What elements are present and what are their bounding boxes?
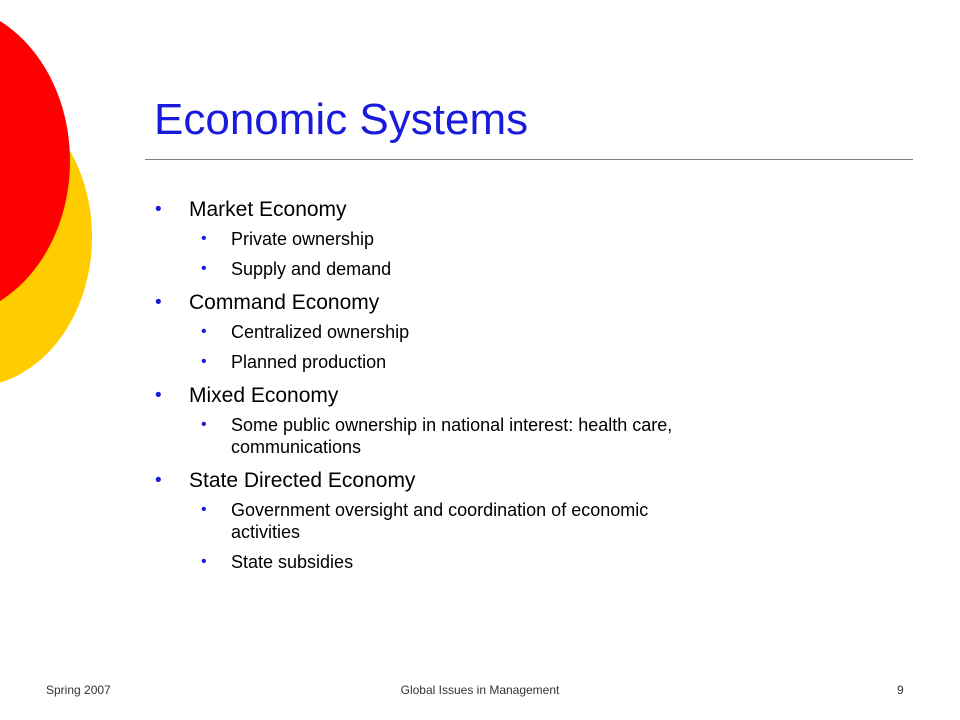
bullet-dot-icon: • bbox=[155, 470, 162, 491]
bullet-dot-icon: • bbox=[201, 260, 207, 277]
bullet-command-economy bbox=[155, 290, 875, 316]
sub-bullet bbox=[201, 351, 875, 373]
sub-bullet-list bbox=[155, 321, 875, 373]
bullet-dot-icon: • bbox=[201, 553, 207, 570]
bullet-state-directed-economy bbox=[155, 468, 875, 494]
sub-bullet-text: Government oversight and coordination of economic activities bbox=[231, 500, 649, 542]
sub-bullet-text: Supply and demand bbox=[231, 259, 392, 279]
bullet-mixed-economy bbox=[155, 383, 875, 409]
bullet-dot-icon: • bbox=[201, 323, 207, 340]
sub-bullet-text: Some public ownership in national interest: health care, communications bbox=[231, 415, 673, 457]
sub-bullet-list bbox=[155, 499, 875, 573]
sub-bullet bbox=[201, 321, 875, 343]
bullet-dot-icon: • bbox=[201, 501, 207, 518]
bullet-text: Command Economy bbox=[189, 291, 380, 314]
bullet-dot-icon: • bbox=[155, 385, 162, 406]
sub-bullet bbox=[201, 228, 875, 250]
sub-bullet-text: Private ownership bbox=[231, 229, 375, 249]
sub-bullet-list bbox=[155, 228, 875, 280]
bullet-market-economy bbox=[155, 197, 875, 223]
bullet-text: Market Economy bbox=[189, 198, 347, 221]
bullet-text: State Directed Economy bbox=[189, 469, 416, 492]
slide-title: Economic Systems bbox=[154, 95, 529, 144]
sub-bullet bbox=[201, 499, 691, 543]
bullet-text: Mixed Economy bbox=[189, 384, 339, 407]
sub-bullet-list bbox=[155, 414, 875, 458]
bullet-dot-icon: • bbox=[201, 416, 207, 433]
footer-date: Spring 2007 bbox=[46, 683, 111, 697]
footer-course-title: Global Issues in Management bbox=[400, 683, 560, 697]
sub-bullet bbox=[201, 551, 875, 573]
sub-bullet bbox=[201, 258, 875, 280]
title-divider bbox=[145, 159, 913, 160]
bullet-list bbox=[155, 197, 875, 583]
sub-bullet-text: State subsidies bbox=[231, 552, 354, 572]
bullet-dot-icon: • bbox=[155, 199, 162, 220]
bullet-dot-icon: • bbox=[201, 353, 207, 370]
bullet-dot-icon: • bbox=[155, 292, 162, 313]
bullet-dot-icon: • bbox=[201, 230, 207, 247]
footer-page-number: 9 bbox=[897, 683, 904, 697]
sub-bullet bbox=[201, 414, 701, 458]
sub-bullet-text: Planned production bbox=[231, 352, 387, 372]
sub-bullet-text: Centralized ownership bbox=[231, 322, 410, 342]
